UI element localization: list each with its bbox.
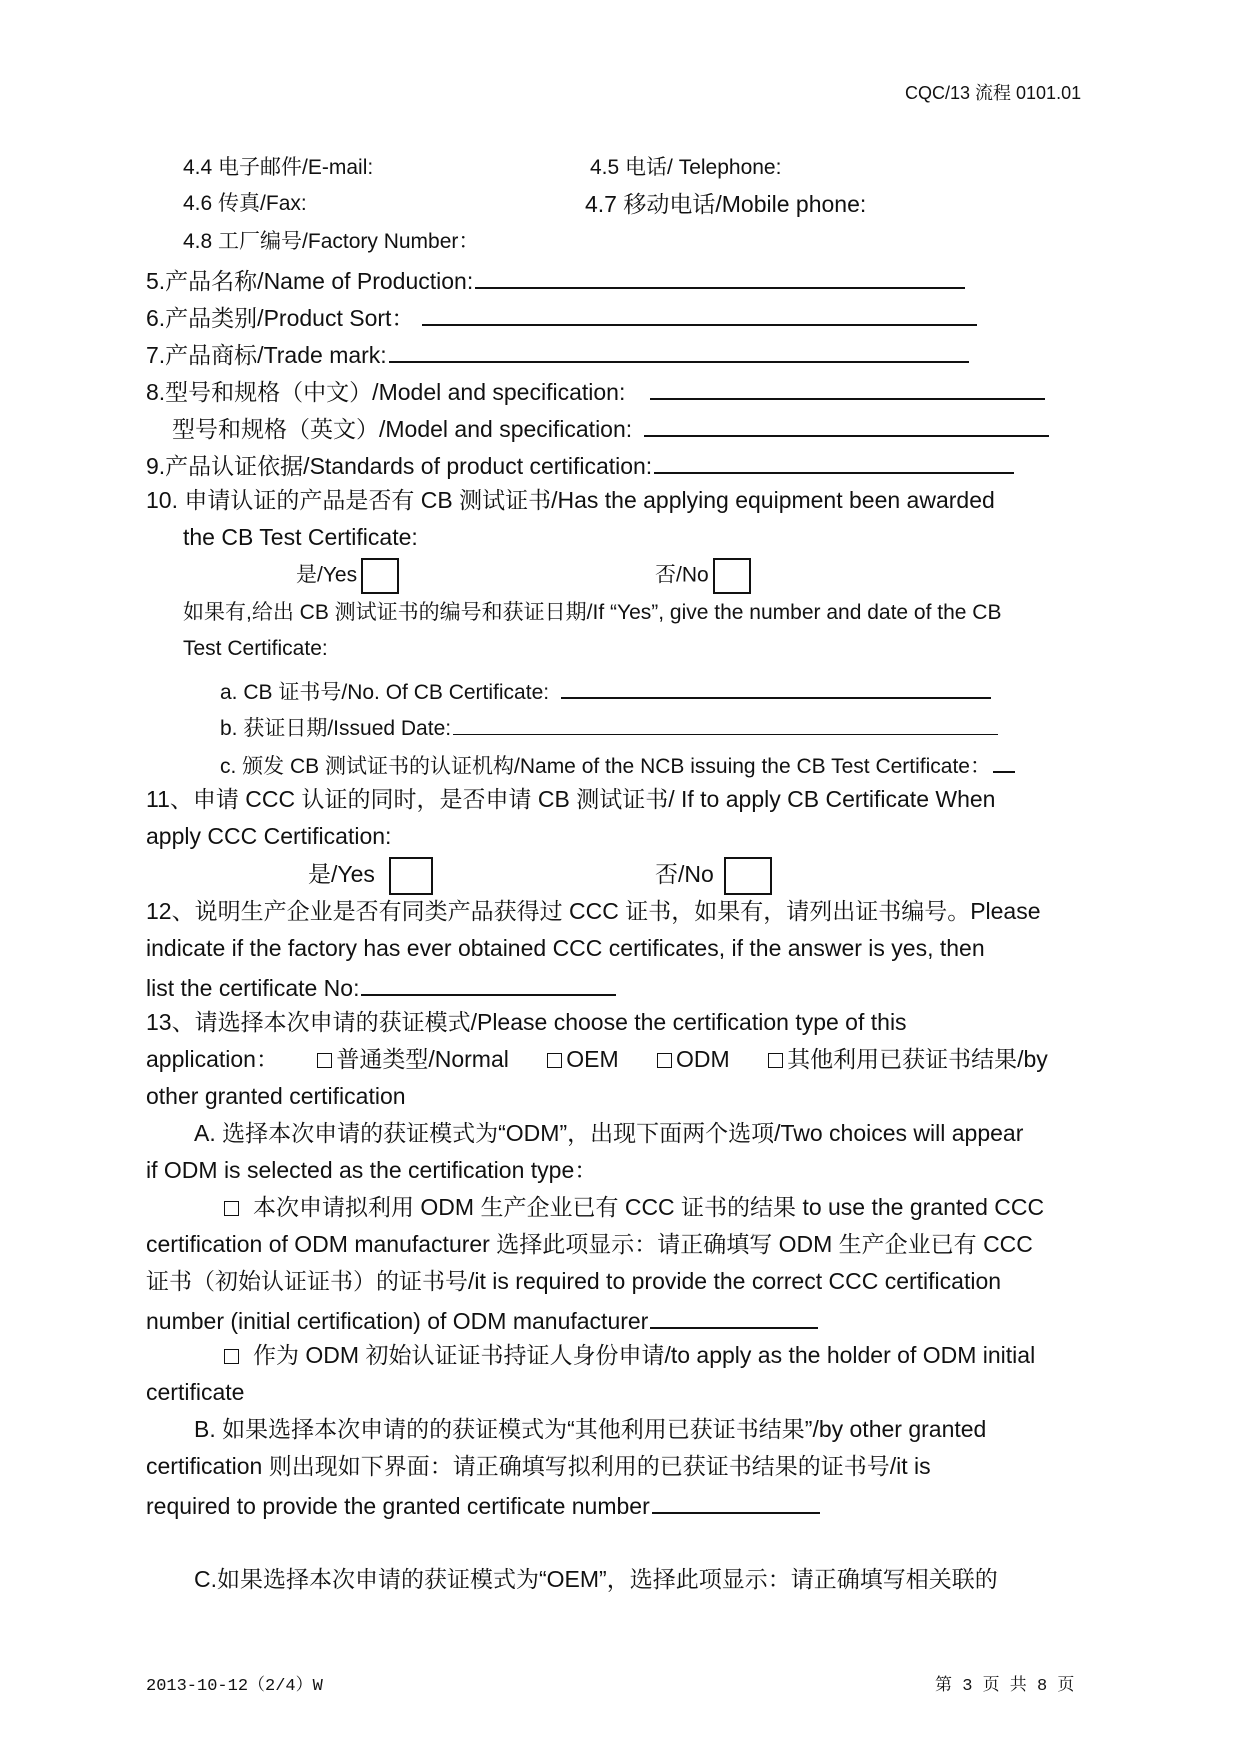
production-name-input[interactable] [475,263,965,289]
factory-number-label: 4.8 工厂编号/Factory Number： [183,230,480,253]
option-odm[interactable] [657,1046,730,1072]
odm-opt2-line2: certificate [146,1379,245,1405]
model-cn-input[interactable] [650,374,1045,400]
option-normal-checkbox[interactable] [317,1053,332,1068]
odm-certificate-input[interactable] [650,1303,818,1329]
issued-date-field [220,710,998,744]
trade-mark-input[interactable] [389,337,969,363]
odm-use-granted-option [224,1192,1044,1222]
model-en-label: 型号和规格（英文）/Model and specification: [172,416,633,442]
odm-opt1-line1: 本次申请拟利用 ODM 生产企业已有 CCC 证书的结果 to use the granted CCC [253,1194,1045,1220]
q11-yes-label: 是/Yes [308,861,375,888]
q13-a-line2: if ODM is selected as the certification type： [146,1157,598,1183]
odm-opt1-line4-field [146,1303,818,1336]
standards-field [146,448,1014,481]
granted-certificate-input[interactable] [652,1488,820,1514]
trade-mark-label: 7.产品商标/Trade mark: [146,342,387,368]
option-normal-label: 普通类型/Normal [336,1046,509,1072]
option-oem-label: OEM [566,1046,619,1072]
q13-c-line1: C.如果选择本次申请的获证模式为“OEM”，选择此项显示：请正确填写相关联的 [194,1566,998,1592]
q11-no-label: 否/No [655,861,714,888]
standards-label: 9.产品认证依据/Standards of product certification: [146,453,653,479]
q13-b-line2: certification 则出现如下界面：请正确填写拟利用的已获证书结果的证书号/it is [146,1453,931,1479]
q11-yes-checkbox[interactable] [389,857,433,895]
product-sort-field [146,300,977,333]
cb-number-label: a. CB 证书号/No. Of CB Certificate: [220,681,550,704]
option-other-granted-checkbox[interactable] [768,1053,783,1068]
option-oem-checkbox[interactable] [547,1053,562,1068]
q10-line2: the CB Test Certificate: [183,524,418,550]
odm-holder-checkbox[interactable] [224,1349,239,1364]
q13-application-label: application： [146,1046,279,1072]
option-other-granted[interactable] [768,1046,1048,1072]
certificate-no-input[interactable] [361,970,616,996]
production-name-label: 5.产品名称/Name of Production: [146,268,474,294]
model-en-field [172,411,1049,444]
odm-opt2-line1: 作为 ODM 初始认证证书持证人身份申请/to apply as the holder of ODM initial [253,1342,1036,1368]
ncb-name-input[interactable] [993,747,1015,773]
q12-line1: 12、说明生产企业是否有同类产品获得过 CCC 证书，如果有，请列出证书编号。Please [146,898,1041,924]
q13-b-line3-field [146,1488,820,1521]
doc-code: CQC/13 流程 0101.01 [905,83,1082,103]
odm-opt1-line3: 证书（初始认证证书）的证书号/it is required to provide the correct CCC certification [146,1268,1002,1294]
odm-opt1-line2: certification of ODM manufacturer 选择此项显示：请正确填写 ODM 生产企业已有 CCC [146,1231,1033,1257]
q12-line3-field [146,970,616,1003]
cb-number-field [220,673,991,708]
option-odm-checkbox[interactable] [657,1053,672,1068]
q13-line3: other granted certification [146,1083,406,1109]
cb-number-input[interactable] [561,673,991,699]
email-label: 4.4 电子邮件/E-mail: [183,156,374,179]
mobile-label: 4.7 移动电话/Mobile phone: [585,191,867,217]
model-cn-label: 8.型号和规格（中文）/Model and specification: [146,379,626,405]
issued-date-label: b. 获证日期/Issued Date: [220,717,452,740]
option-other-granted-label: 其他利用已获证书结果/by [787,1046,1048,1072]
q13-a-line1: A. 选择本次申请的获证模式为“ODM”，出现下面两个选项/Two choices will appear [194,1120,1024,1146]
model-en-input[interactable] [644,411,1049,437]
q12-line3: list the certificate No: [146,975,360,1001]
q13-line1: 13、请选择本次申请的获证模式/Please choose the certification type of this [146,1009,907,1035]
standards-input[interactable] [654,448,1014,474]
ncb-name-label: c. 颁发 CB 测试证书的认证机构/Name of the NCB issuing the CB Test Certificate： [220,755,991,778]
production-name-field [146,263,965,296]
q10-if-yes-line2: Test Certificate: [183,637,328,660]
option-normal[interactable] [317,1046,509,1072]
q13-b-line3: required to provide the granted certificate number [146,1493,650,1519]
q13-b-line1: B. 如果选择本次申请的的获证模式为“其他利用已获证书结果”/by other granted [194,1416,987,1442]
q10-yes-label: 是/Yes [296,563,358,587]
option-odm-label: ODM [676,1046,730,1072]
q10-no-checkbox[interactable] [713,558,751,594]
issued-date-input[interactable] [453,710,998,735]
q12-line2: indicate if the factory has ever obtained CCC certificates, if the answer is yes, then [146,935,985,961]
q10-yes [296,558,399,594]
footer-page-number: 第 3 页 共 8 页 [935,1677,1075,1696]
fax-label: 4.6 传真/Fax: [183,192,307,215]
q11-no [655,857,772,895]
q13-options-row [146,1044,1048,1074]
option-oem[interactable] [547,1046,618,1072]
q11-line1: 11、申请 CCC 认证的同时，是否申请 CB 测试证书/ If to apply CB Certificate When [146,786,996,812]
q11-no-checkbox[interactable] [724,857,772,895]
footer-date: 2013-10-12（2/4）W [146,1677,323,1696]
odm-holder-option [224,1340,1035,1370]
product-sort-input[interactable] [422,300,977,326]
model-cn-field [146,374,1045,407]
product-sort-label: 6.产品类别/Product Sort： [146,305,415,331]
ncb-name-field [220,747,1015,782]
q10-if-yes-line1: 如果有,给出 CB 测试证书的编号和获证日期/If “Yes”, give the number and date of the CB [183,601,1002,624]
q10-yes-checkbox[interactable] [361,558,399,594]
trade-mark-field [146,337,969,370]
q10-no [655,558,751,594]
q11-yes [308,857,433,895]
telephone-label: 4.5 电话/ Telephone: [590,156,782,179]
q10-no-label: 否/No [655,563,709,587]
q10-line1: 10. 申请认证的产品是否有 CB 测试证书/Has the applying equipment been awarded [146,487,995,513]
odm-opt1-line4: number (initial certification) of ODM manufacturer [146,1308,649,1334]
odm-use-granted-checkbox[interactable] [224,1201,239,1216]
q11-line2: apply CCC Certification: [146,823,392,849]
